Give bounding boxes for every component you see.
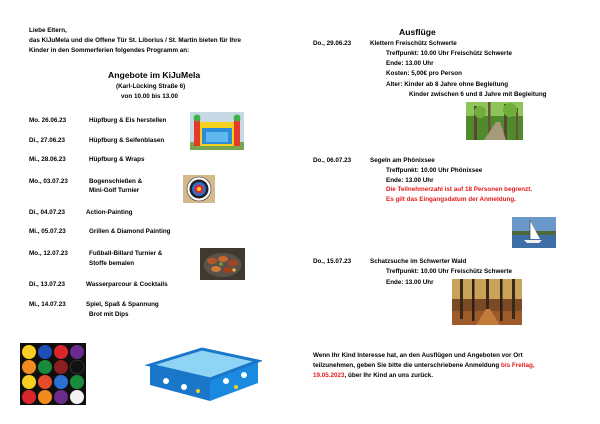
address: (Karl-Lücking Straße 6) xyxy=(116,83,186,90)
intro-line-2: das KiJuMela und die Offene Tür St. Liborius / St. Martin bieten für Ihre xyxy=(29,37,242,44)
right-heading: Ausflüge xyxy=(399,27,436,37)
trip1-title: Klettern Freischütz Schwerte xyxy=(370,40,457,47)
schedule-activity: Hüpfburg & Eis herstellen xyxy=(89,117,167,124)
schedule-date: Di., 13.07.23 xyxy=(29,281,66,288)
schedule-activity-line-2: Mini-Golf Turnier xyxy=(89,187,140,194)
intro-line-1: Liebe Eltern, xyxy=(29,27,67,34)
trip1-line: Treffpunkt: 10.00 Uhr Freischütz Schwerte xyxy=(386,50,512,57)
trip2-date: Do., 06.07.23 xyxy=(313,157,352,164)
trip3-line: Ende: 13.00 Uhr xyxy=(386,279,434,286)
billiard-balls-photo xyxy=(20,343,86,405)
paddling-pool-photo xyxy=(144,343,262,405)
closing-line-1: Wenn Ihr Kind Interesse hat, an den Ausflügen und Angeboten vor Ort xyxy=(313,352,523,359)
left-heading: Angebote im KiJuMela xyxy=(108,70,201,80)
trip1-line: Kinder zwischen 6 und 8 Jahre mit Begleitung xyxy=(409,91,547,98)
trip2-notice-limit: Die Teilnehmerzahl ist auf 18 Personen begrenzt. xyxy=(386,186,533,193)
schedule-date: Di., 04.07.23 xyxy=(29,209,66,216)
forest-photo xyxy=(466,102,523,140)
trip3-title: Schatzsuche im Schwerter Wald xyxy=(370,258,467,265)
intro-line-3: Kinder in den Sommerferien folgendes Programm an: xyxy=(29,47,190,54)
trip1-line: Kosten: 5,00€ pro Person xyxy=(386,70,462,77)
trip2-title: Segeln am Phönixsee xyxy=(370,157,435,164)
trip3-date: Do., 15.07.23 xyxy=(313,258,352,265)
closing-line-3-text: , über Ihr Kind an uns zurück. xyxy=(344,372,434,379)
schedule-activity: Grillen & Diamond Painting xyxy=(89,228,171,235)
trip2-line: Ende: 13.00 Uhr xyxy=(386,177,434,184)
schedule-activity: Wasserparcour & Cocktails xyxy=(86,281,168,288)
schedule-date: Mo. 26.06.23 xyxy=(29,117,67,124)
schedule-date: Mo., 03.07.23 xyxy=(29,178,68,185)
trip1-date: Do., 29.06.23 xyxy=(313,40,352,47)
trip3-line: Treffpunkt: 10.00 Uhr Freischütz Schwerte xyxy=(386,268,512,275)
trip1-line: Alter: Kinder ab 8 Jahre ohne Begleitung xyxy=(386,81,509,88)
trip2-notice-date: Es gilt das Eingangsdatum der Anmeldung. xyxy=(386,196,516,203)
schedule-date: Mi., 14.07.23 xyxy=(29,301,66,308)
schedule-activity: Spiel, Spaß & Spannung xyxy=(86,301,159,308)
closing-deadline-a: bis Freitag, xyxy=(501,362,535,369)
schedule-activity: Bogenschießen & xyxy=(89,178,143,185)
sailing-lake-photo xyxy=(512,217,556,248)
schedule-date: Mi., 05.07.23 xyxy=(29,228,66,235)
time-range: von 10.00 bis 13.00 xyxy=(121,93,179,100)
closing-line-3 xyxy=(313,372,433,380)
schedule-date: Mi., 28.06.23 xyxy=(29,156,66,163)
autumn-forest-photo xyxy=(452,279,522,325)
schedule-activity-line-2: Stoffe bemalen xyxy=(89,260,135,267)
schedule-date: Mo., 12.07.23 xyxy=(29,250,68,257)
bouncy-castle-photo xyxy=(190,112,244,150)
schedule-activity: Action-Painting xyxy=(86,209,133,216)
schedule-activity-line-2: Brot mit Dips xyxy=(89,311,129,318)
closing-deadline-b: 19.05.2023 xyxy=(313,372,345,379)
archery-target-photo xyxy=(183,175,215,203)
trip2-line: Treffpunkt: 10.00 Uhr Phönixsee xyxy=(386,167,483,174)
schedule-activity: Hüpfburg & Seifenblasen xyxy=(89,137,165,144)
trip1-line: Ende: 13.00 Uhr xyxy=(386,60,434,67)
closing-line-2 xyxy=(313,362,535,370)
schedule-date: Di., 27.06.23 xyxy=(29,137,66,144)
grill-food-photo xyxy=(200,248,245,280)
schedule-activity: Hüpfburg & Wraps xyxy=(89,156,145,163)
schedule-activity: Fußball-Billard Turnier & xyxy=(89,250,163,257)
closing-line-2-text: teilzunehmen, geben Sie bitte die unterschriebene Anmeldung xyxy=(313,362,500,369)
